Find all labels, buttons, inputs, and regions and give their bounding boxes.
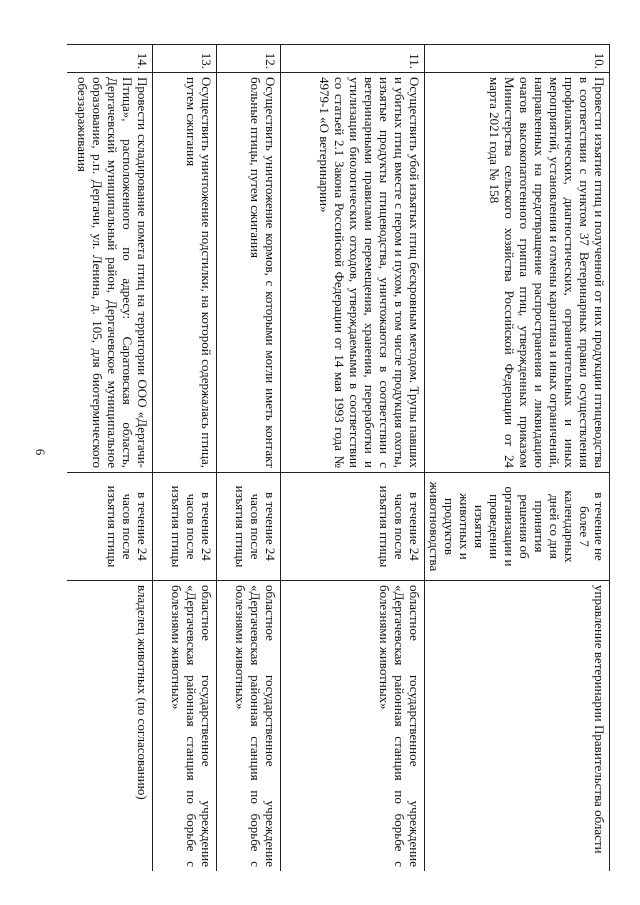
page-number: 6	[33, 448, 48, 456]
table-row	[425, 45, 610, 872]
table-row	[153, 45, 217, 872]
row-responsible: областное государственное учреждение «Дергачевская районная станция по борьбе с болезнями животных»	[281, 581, 425, 872]
row-responsible: областное государственное учреждение «Дергачевская районная станция по борьбе с болезнями животных»	[153, 581, 217, 872]
table-row	[67, 45, 153, 872]
row-action: Провести складирование помета птиц на территории ООО «Дергачи-Птица», расположенного по адресу: Саратовская область, Дергачевский муниципальный район, Дергачевское муниципальное образование, р.п. Дергачи, ул. Ленина, д. 105, для биотермического обеззараживания	[67, 73, 153, 473]
row-term: в течение 24 часов после изъятия птицы	[153, 473, 217, 581]
table-row	[217, 45, 281, 872]
row-responsible: управление ветеринарии Правительства области	[425, 581, 610, 872]
row-term: в течение не более 7 календарных дней со дня принятия решения об организации и проведении изъятия животных и продуктов животноводства	[425, 473, 610, 581]
row-number: 13.	[153, 45, 217, 73]
measures-table	[67, 44, 610, 871]
row-term: в течение 24 часов после изъятия птицы	[281, 473, 425, 581]
row-action: Провести изъятие птиц и полученной от них продукции птицеводства в соответствии с пунктом 37 Ветеринарных правил осуществления профилактических, диагностических, ограничительных и иных мероприятий, установления и отмены карантина и иных ограничений, направленных на предотвращение распространения и ликвидацию очагов высокопатогенного гриппа птиц, утвержденных приказом Министерства сельского хозяйства Российской Федерации от 24 марта 2021 года № 158	[425, 73, 610, 473]
row-action: Осуществить уничтожение подстилки, на которой содержалась птица, путем сжигания	[153, 73, 217, 473]
row-number: 10.	[425, 45, 610, 73]
row-number: 11.	[281, 45, 425, 73]
row-responsible: областное государственное учреждение «Дергачевская районная станция по борьбе с болезнями животных»	[217, 581, 281, 872]
row-action: Осуществить убой изъятых птиц бескровным методом. Трупы павших и убитых птиц вместе с пером и пухом, в том числе продукция охоты, изъятые продукты птицеводства, уничтожаются в соответствии с ветеринарными правилами перемещения, хранения, переработки и утилизации биологических отходов, утверждаемыми в соответствии со статьей 2.1 Закона Российской Федерации от 14 мая 1993 года № 4979-1 «О ветеринарии»	[281, 73, 425, 473]
row-number: 12.	[217, 45, 281, 73]
row-term: в течение 24 часов после изъятия птицы	[67, 473, 153, 581]
row-responsible: владелец животных (по согласованию)	[67, 581, 153, 872]
row-action: Осуществить уничтожение кормов, с которыми могли иметь контакт больные птицы, путем сжигания	[217, 73, 281, 473]
table-row	[281, 45, 425, 872]
landscape-table-container	[67, 44, 610, 871]
row-term: в течение 24 часов после изъятия птицы	[217, 473, 281, 581]
rotated-page-area	[67, 44, 610, 871]
row-number: 14.	[67, 45, 153, 73]
